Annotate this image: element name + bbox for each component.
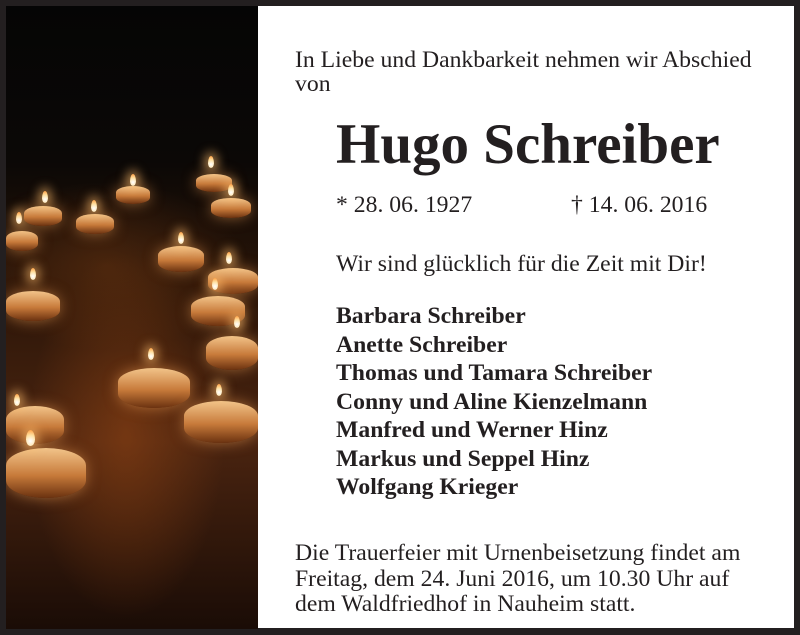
intro-line: von (295, 71, 331, 96)
mourner-name: Markus und Seppel Hinz (336, 446, 590, 471)
candle-flame (234, 316, 240, 328)
candle-flame (130, 174, 136, 186)
candle-flame (14, 394, 20, 406)
candles-photo (6, 6, 258, 629)
obituary-panel (258, 6, 794, 628)
motto: Wir sind glücklich für die Zeit mit Dir! (336, 251, 707, 276)
candle-flame (216, 384, 222, 396)
mourner-name: Barbara Schreiber (336, 303, 526, 328)
birth-date: * 28. 06. 1927 (336, 192, 473, 217)
candle-flame (212, 278, 218, 290)
candle (158, 246, 204, 272)
candle (196, 174, 232, 192)
candle-flame (228, 184, 234, 196)
service-info-line: Die Trauerfeier mit Urnenbeisetzung findet am (295, 540, 741, 565)
candle-flame (148, 348, 154, 360)
candle-flame (42, 191, 48, 203)
deceased-name: Hugo Schreiber (336, 113, 720, 176)
mourner-name: Manfred und Werner Hinz (336, 417, 608, 442)
candle-flame (30, 268, 36, 280)
candle (24, 206, 62, 226)
candle (116, 186, 150, 204)
mourner-name: Conny und Aline Kienzelmann (336, 389, 648, 414)
service-info-line: dem Waldfriedhof in Nauheim statt. (295, 591, 636, 616)
mourner-name: Anette Schreiber (336, 332, 508, 357)
candle (6, 291, 60, 321)
mourner-name: Thomas und Tamara Schreiber (336, 360, 653, 385)
candle (6, 406, 64, 444)
candle (6, 231, 38, 251)
mourner-name: Wolfgang Krieger (336, 474, 519, 499)
candle-flame (91, 200, 97, 212)
candle (206, 336, 258, 370)
service-info-line: Freitag, dem 24. Juni 2016, um 10.30 Uhr auf (295, 566, 730, 591)
intro-line: In Liebe und Dankbarkeit nehmen wir Abschied (295, 47, 752, 72)
candle-flame (16, 212, 22, 224)
candle (184, 401, 258, 443)
candle-flame (178, 232, 184, 244)
candle-flame (226, 252, 232, 264)
candle (6, 448, 86, 498)
candle-flame (208, 156, 214, 168)
candle (118, 368, 190, 408)
candle (76, 214, 114, 234)
candle (211, 198, 251, 218)
candle-flame (26, 430, 35, 446)
death-date: † 14. 06. 2016 (571, 192, 708, 217)
